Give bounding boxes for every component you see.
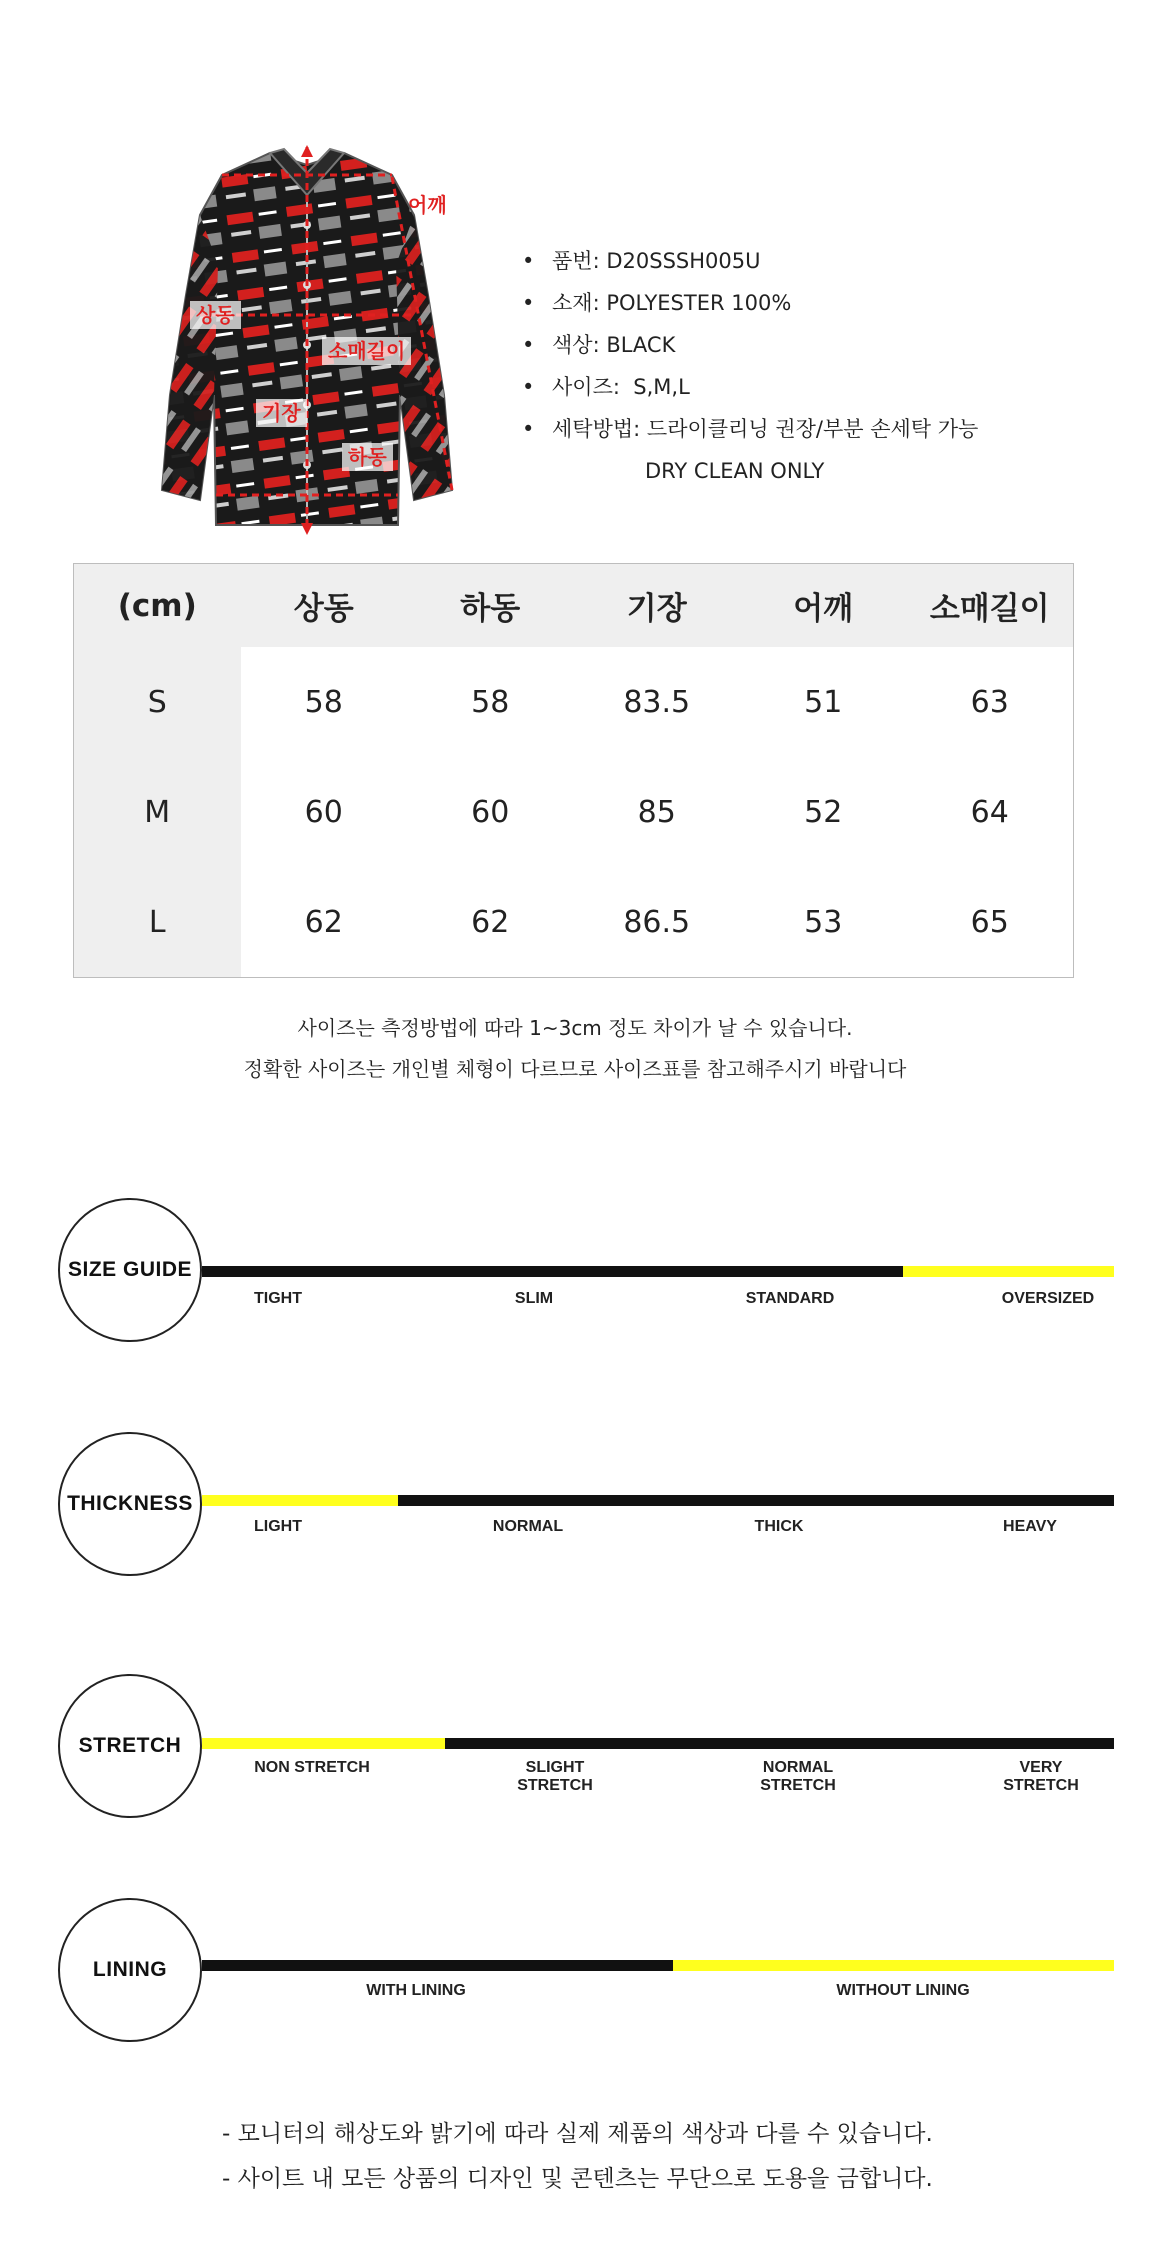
measure-label-chest: 상동 bbox=[190, 301, 241, 329]
guide-stretch-label: NON STRETCH bbox=[254, 1759, 370, 1776]
guide-size-label: TIGHT bbox=[254, 1290, 302, 1307]
guide-thickness-highlight bbox=[202, 1495, 398, 1506]
table-cell: 64 bbox=[970, 794, 1009, 830]
guide-size-highlight bbox=[903, 1266, 1114, 1277]
table-cell: 52 bbox=[804, 794, 843, 830]
table-cell-size: S bbox=[74, 647, 241, 757]
spec-item-material: • 소재: POLYESTER 100% bbox=[520, 282, 978, 324]
guide-thickness-bar bbox=[202, 1495, 1114, 1506]
table-header-cell: 상동 bbox=[293, 591, 354, 627]
table-header-row bbox=[74, 564, 1073, 647]
measure-label-sleeve: 소매길이 bbox=[322, 337, 411, 365]
table-cell: 86.5 bbox=[623, 904, 691, 940]
table-cell: 60 bbox=[304, 794, 343, 830]
size-table bbox=[73, 563, 1074, 978]
footer-note-copyright: - 사이트 내 모든 상품의 디자인 및 콘텐츠는 무단으로 도용을 금합니다. bbox=[222, 2166, 933, 2192]
size-note-1: 사이즈는 측정방법에 따라 1~3cm 정도 차이가 날 수 있습니다. bbox=[297, 1016, 853, 1040]
guide-size-title: SIZE GUIDE bbox=[58, 1198, 202, 1342]
guide-stretch-label: SLIGHT STRETCH bbox=[517, 1759, 593, 1794]
footer-note-color: - 모니터의 해상도와 밝기에 따라 실제 제품의 색상과 다를 수 있습니다. bbox=[222, 2121, 933, 2147]
table-header-cell: 어깨 bbox=[793, 591, 854, 627]
table-cell: 83.5 bbox=[623, 684, 691, 720]
table-cell: 63 bbox=[970, 684, 1009, 720]
guide-stretch-bar bbox=[202, 1738, 1114, 1749]
spec-item-color: • 색상: BLACK bbox=[520, 324, 978, 366]
product-illustration bbox=[152, 145, 462, 540]
table-cell: 58 bbox=[304, 684, 343, 720]
guide-size-label: OVERSIZED bbox=[1001, 1290, 1095, 1307]
spec-item-washing: • 세탁방법: 드라이클리닝 권장/부분 손세탁 가능 bbox=[520, 408, 978, 450]
table-cell: 65 bbox=[970, 904, 1009, 940]
spec-item-size: • 사이즈: S,M,L bbox=[520, 366, 978, 408]
guide-thickness-label: THICK bbox=[754, 1518, 804, 1535]
table-header-cell: 하동 bbox=[460, 591, 521, 627]
guide-stretch-highlight bbox=[202, 1738, 445, 1749]
guide-thickness-title: THICKNESS bbox=[58, 1432, 202, 1576]
guide-size-label: SLIM bbox=[514, 1290, 554, 1307]
guide-stretch-label: NORMAL STRETCH bbox=[760, 1759, 836, 1794]
table-cell: 53 bbox=[804, 904, 843, 940]
table-header-cell: (cm) bbox=[117, 587, 197, 624]
guide-thickness-label: HEAVY bbox=[1003, 1518, 1057, 1535]
guide-lining-label: WITHOUT LINING bbox=[836, 1982, 970, 1999]
table-row bbox=[74, 757, 1073, 867]
guide-thickness-label: LIGHT bbox=[254, 1518, 302, 1535]
guide-size-label: STANDARD bbox=[745, 1290, 835, 1307]
measure-label-length: 기장 bbox=[256, 399, 307, 427]
guide-stretch-title: STRETCH bbox=[58, 1674, 202, 1818]
table-cell: 51 bbox=[804, 684, 843, 720]
table-cell-size: M bbox=[74, 757, 241, 867]
guide-lining-label: WITH LINING bbox=[366, 1982, 466, 1999]
table-row bbox=[74, 647, 1073, 757]
table-cell: 58 bbox=[471, 684, 510, 720]
table-header-cell: 기장 bbox=[626, 591, 687, 627]
table-cell: 60 bbox=[471, 794, 510, 830]
table-cell: 62 bbox=[471, 904, 510, 940]
size-note-2: 정확한 사이즈는 개인별 체형이 다르므로 사이즈표를 참고해주시기 바랍니다 bbox=[243, 1057, 907, 1081]
guide-size-bar bbox=[202, 1266, 1114, 1277]
guide-lining-bar bbox=[202, 1960, 1114, 1971]
table-cell: 85 bbox=[637, 794, 676, 830]
table-header-cell: 소매길이 bbox=[929, 591, 1050, 627]
guide-lining-highlight bbox=[673, 1960, 1114, 1971]
guide-stretch-label: VERY STRETCH bbox=[1003, 1759, 1079, 1794]
table-cell: 62 bbox=[304, 904, 343, 940]
spec-item-code: • 품번: D20SSSH005U bbox=[520, 240, 978, 282]
table-row bbox=[74, 867, 1073, 977]
spec-dry-clean-note: DRY CLEAN ONLY bbox=[645, 459, 825, 483]
guide-thickness-label: NORMAL bbox=[492, 1518, 564, 1535]
measure-label-shoulder: 어깨 bbox=[408, 193, 447, 217]
measure-label-hem: 하동 bbox=[342, 443, 393, 471]
table-cell-size: L bbox=[74, 867, 241, 977]
guide-lining-title: LINING bbox=[58, 1898, 202, 2042]
product-spec-list bbox=[520, 240, 978, 492]
